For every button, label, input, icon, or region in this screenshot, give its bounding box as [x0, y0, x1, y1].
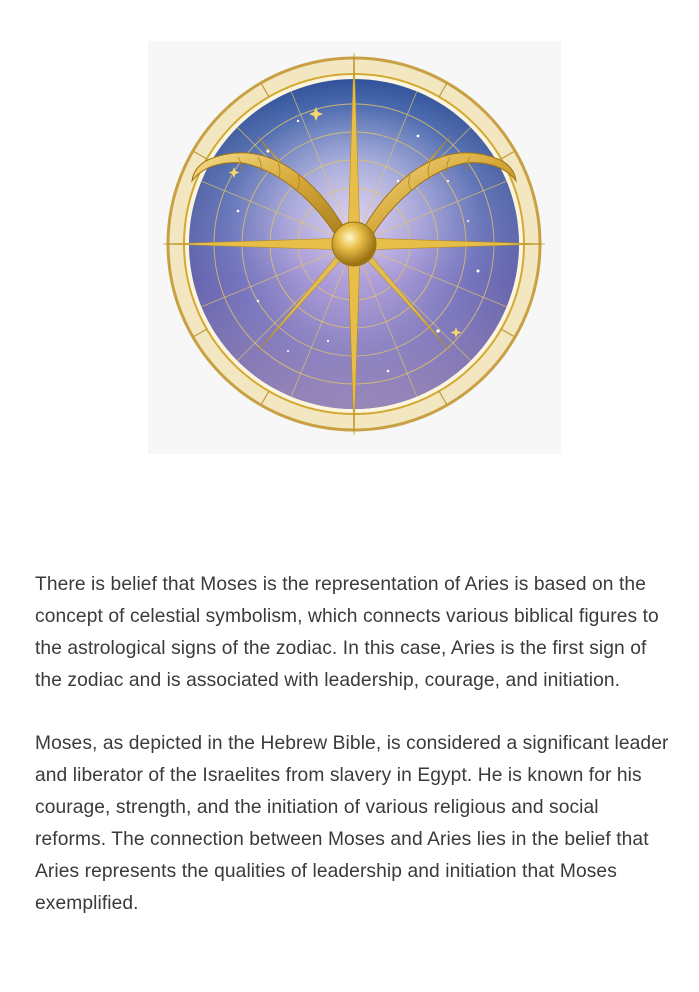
aries-zodiac-illustration [148, 41, 561, 454]
aries-zodiac-wheel-icon [148, 41, 561, 454]
article-body [35, 569, 675, 951]
article-paragraph: There is belief that Moses is the representation of Aries is based on the concept of celestial symbolism, which connects various biblical figures to the astrological signs of the zodiac. In this case, Aries is the first sign of the zodiac and is associated with leadership, courage, and initiation. [35, 574, 659, 691]
article-paragraph: Moses, as depicted in the Hebrew Bible, is considered a significant leader and liberator of the Israelites from slavery in Egypt. He is known for his courage, strength, and the initiation of various religious and social reforms. The connection between Moses and Aries lies in the belief that Aries represents the qualities of leadership and initiation that Moses exemplified. [35, 733, 669, 914]
